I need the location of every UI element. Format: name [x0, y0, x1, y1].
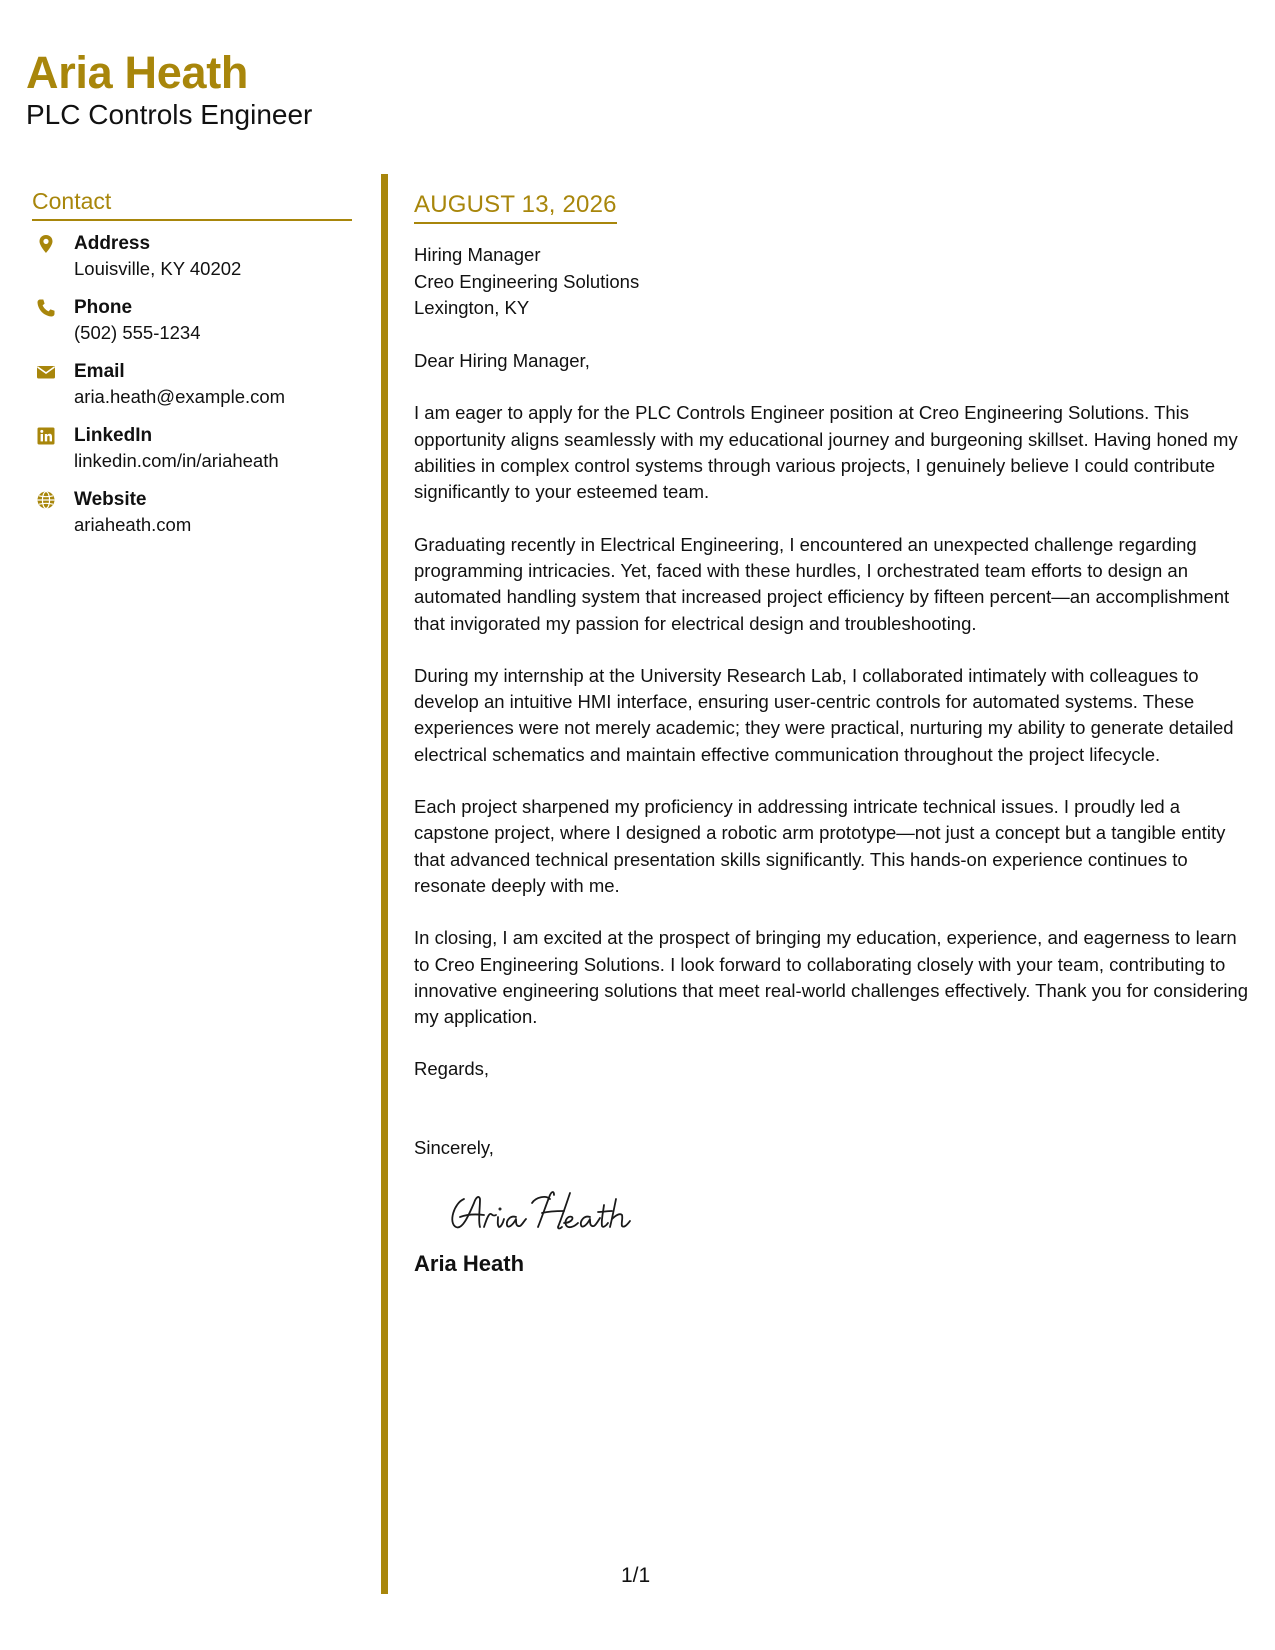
contact-sidebar [32, 188, 352, 551]
job-title: PLC Controls Engineer [26, 98, 313, 130]
page-number: 1/1 [621, 1564, 651, 1587]
address-label: Address [74, 233, 151, 254]
contact-website [32, 487, 352, 537]
letter-date: AUGUST 13, 2026 [414, 192, 617, 224]
recipient-line: Hiring Manager [414, 244, 541, 266]
phone-icon [36, 298, 56, 318]
sincerely-line: Sincerely, [414, 1136, 494, 1158]
linkedin-value: linkedin.com/in/ariaheath [74, 450, 279, 471]
map-pin-icon [36, 234, 56, 254]
body-paragraph: I am eager to apply for the PLC Controls Engineer position at Creo Engineering Solutions. This opportunity aligns seamlessly with my educational journey and burgeoning skillset. Having honed my abilities in complex control systems through various projects, I genuinely believe I could contribute significantly to your esteemed team. [414, 402, 1238, 503]
address-value: Louisville, KY 40202 [74, 258, 242, 279]
contact-address [32, 231, 352, 281]
greeting: Dear Hiring Manager, [414, 350, 590, 372]
handwritten-signature [446, 1181, 666, 1241]
envelope-icon [36, 362, 56, 382]
email-value: aria.heath@example.com [74, 386, 286, 407]
recipient-line: Lexington, KY [414, 296, 530, 318]
resume-header [26, 48, 312, 131]
body-paragraph: Graduating recently in Electrical Engineering, I encountered an unexpected challenge regarding programming intricacies. Yet, faced with these hurdles, I orchestrated team efforts to design an automated handling system that increased project efficiency by fifteen percent—an accomplishment that invigorated my passion for electrical design and troubleshooting. [414, 533, 1230, 634]
body-paragraph: In closing, I am excited at the prospect of bringing my education, experience, and eagerness to learn to Creo Engineering Solutions. I look forward to collaborating closely with your team, contributing to innovative engineering solutions that meet real-world challenges effectively. Thank you for considering my application. [414, 927, 1249, 1028]
recipient-block [414, 242, 1254, 321]
applicant-name: Aria Heath [26, 47, 249, 98]
linkedin-label: LinkedIn [74, 425, 153, 446]
recipient-line: Creo Engineering Solutions [414, 270, 640, 292]
regards-line: Regards, [414, 1058, 490, 1080]
cover-letter-body [414, 192, 1254, 1277]
website-value: ariaheath.com [74, 514, 192, 535]
phone-value: (502) 555-1234 [74, 322, 201, 343]
website-label: Website [74, 489, 147, 510]
globe-icon [36, 490, 56, 510]
contact-linkedin [32, 423, 352, 473]
linkedin-icon [36, 426, 56, 446]
signer-name: Aria Heath [414, 1251, 525, 1277]
body-paragraph: During my internship at the University Research Lab, I collaborated intimately with colleagues to develop an intuitive HMI interface, ensuring user-centric controls for automated systems. These experiences were not merely academic; they were practical, nurturing my ability to generate detailed electrical schematics and maintain effective communication throughout the project lifecycle. [414, 664, 1234, 765]
email-label: Email [74, 361, 125, 382]
vertical-divider [381, 174, 388, 1594]
contact-heading: Contact [32, 188, 352, 221]
contact-phone [32, 295, 352, 345]
phone-label: Phone [74, 297, 133, 318]
contact-email [32, 359, 352, 409]
body-paragraph: Each project sharpened my proficiency in addressing intricate technical issues. I proudly led a capstone project, where I designed a robotic arm prototype—not just a concept but a tangible entity that advanced technical presentation skills significantly. This hands-on experience continues to resonate deeply with me. [414, 796, 1226, 896]
